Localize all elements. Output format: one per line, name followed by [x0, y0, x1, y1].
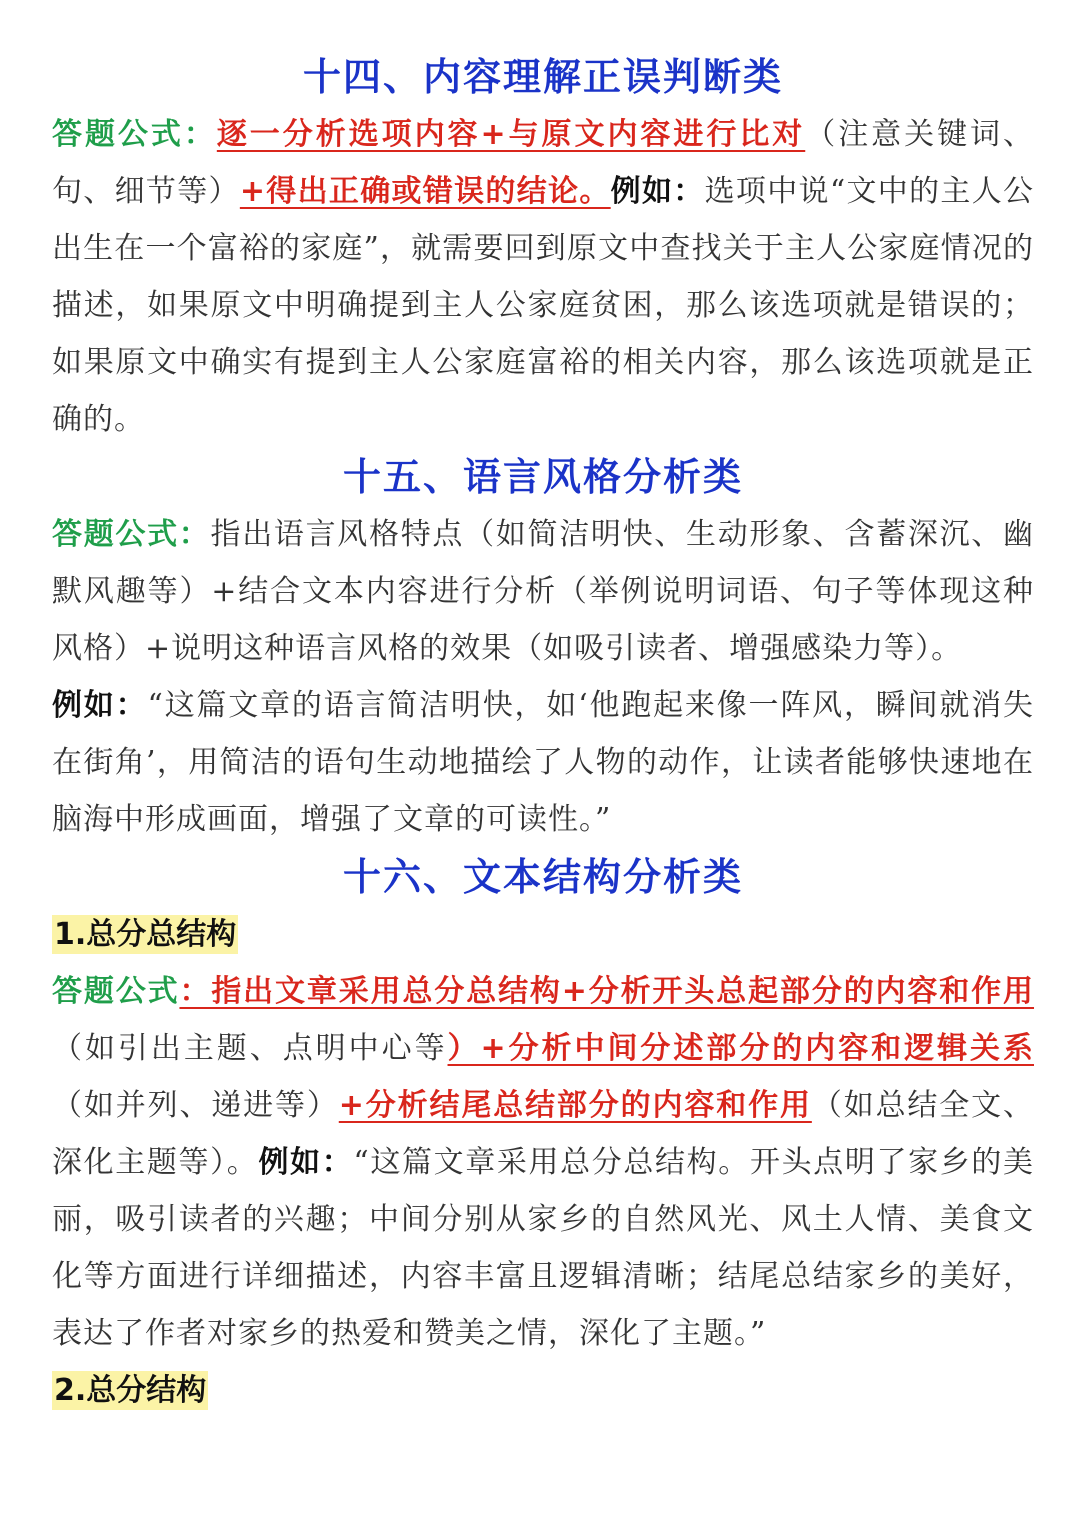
section-16-formula-note-3: （如总结全文、深化主题等）。 [52, 1088, 1035, 1180]
section-14-example-text: 选项中说“文中的主人公出生在一个富裕的家庭”，就需要回到原文中查找关于主人公家庭情况的描述，如果原文中明确提到主人公家庭贫困，那么该选项就是错误的；如果原文中确实有提到主人公家庭富裕的相关内容，那么该选项就是正确的。 [52, 174, 1035, 437]
section-14-formula-label: 答题公式： [52, 117, 217, 152]
section-16-example-text: “这篇文章采用总分总结构。开头点明了家乡的美丽，吸引读者的兴趣；中间分别从家乡的自然风光、风土人情、美食文化等方面进行详细描述，内容丰富且逻辑清晰；结尾总结家乡的美好，表达了作者对家乡的热爱和赞美之情，深化了主题。” [52, 1145, 1035, 1351]
section-16-example-label: 例如： [258, 1145, 354, 1180]
section-16-formula-note-1: （如引出主题、点明中心等 [52, 1031, 448, 1066]
section-16-formula-key-2: ）+分析中间分述部分的内容和逻辑关系 [447, 1031, 1034, 1066]
section-15-body [52, 506, 1034, 677]
section-16-formula-note-2: （如并列、递进等） [52, 1088, 339, 1123]
section-15-title: 十五、语言风格分析类 [342, 455, 743, 499]
section-16-formula-label: 答题公式 [52, 974, 180, 1009]
section-16-body [52, 963, 1034, 1362]
section-15-example-label: 例如： [52, 688, 148, 723]
section-16-sub2 [52, 1362, 1034, 1419]
section-14-formula-key-2: +得出正确或错误的结论。 [239, 174, 611, 209]
section-16-sub1-title: 1.总分总结构 [54, 917, 237, 952]
section-15-example [52, 677, 1034, 848]
section-15-formula-label: 答题公式： [52, 517, 211, 552]
section-14-formula-key-1: 逐一分析选项内容+与原文内容进行比对 [216, 117, 806, 152]
section-15-example-text: “这篇文章的语言简洁明快，如‘他跑起来像一阵风，瞬间就消失在街角’，用简洁的语句生动地描绘了人物的动作，让读者能够快速地在脑海中形成画面，增强了文章的可读性。” [52, 688, 1035, 837]
section-15-formula-text: 指出语言风格特点（如简洁明快、生动形象、含蓄深沉、幽默风趣等）+结合文本内容进行分析（举例说明词语、句子等体现这种风格）+说明这种语言风格的效果（如吸引读者、增强感染力等）。 [52, 517, 1034, 666]
section-14-formula-note: （注意关键词、句、细节等） [52, 117, 1035, 209]
section-16-sub2-title: 2.总分结构 [54, 1373, 207, 1408]
section-14-example-label: 例如： [610, 174, 705, 209]
section-16-formula-key-1: ：指出文章采用总分总结构+分析开头总起部分的内容和作用 [179, 974, 1035, 1009]
section-16-title: 十六、文本结构分析类 [342, 855, 743, 899]
section-14-title: 十四、内容理解正误判断类 [302, 55, 783, 99]
section-14-body [52, 106, 1034, 448]
section-16-formula-key-3: +分析结尾总结部分的内容和作用 [338, 1088, 812, 1123]
section-16-sub1 [52, 906, 1034, 963]
